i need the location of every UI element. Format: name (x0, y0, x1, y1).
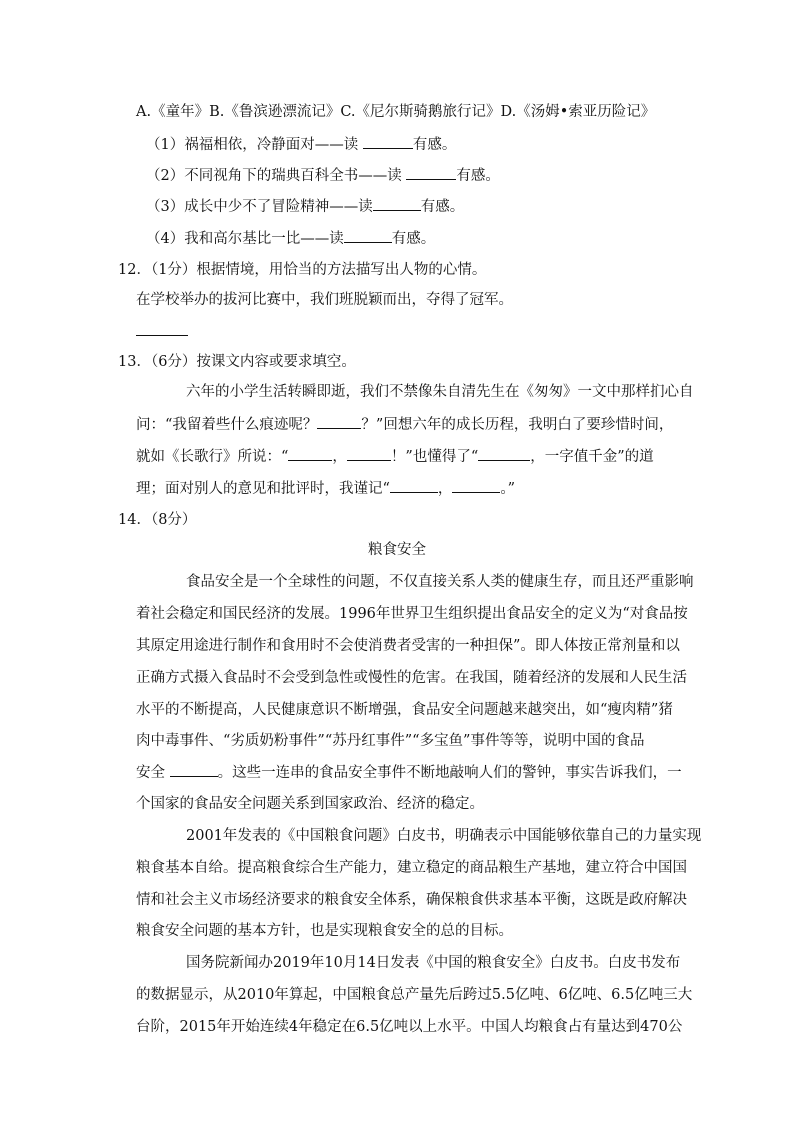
q12-answer-blank[interactable] (136, 335, 188, 336)
p1-line: 正确方式摄入食品时不会受到急性或慢性的危害。在我国，随着经济的发展和人民生活 (136, 670, 687, 686)
p1-line: 个国家的食品安全问题关系到国家政治、经济的稳定。 (136, 796, 484, 812)
answer-blank[interactable] (373, 196, 421, 211)
p1-line: 食品安全是一个全球性的问题，不仅直接关系人类的健康生存，而且还严重影响 (186, 574, 694, 590)
p3-line: 的数据显示，从2010年算起，中国粮食总产量先后跨过5.5亿吨、6亿吨、6.5亿吨三大 (136, 987, 693, 1003)
answer-blank[interactable] (452, 478, 500, 493)
answer-blank[interactable] (406, 165, 456, 180)
answer-blank[interactable] (288, 446, 332, 461)
p1-line: 着社会稳定和国民经济的发展。1996年世界卫生组织提出食品安全的定义为“对食品按 (136, 606, 688, 622)
p1-line: 其原定用途进行制作和食用时不会使消费者受害的一种担保”。即人体按正常剂量和以 (136, 638, 680, 654)
q12-context: 在学校举办的拔河比赛中，我们班脱颖而出，夺得了冠军。 (136, 292, 513, 308)
q13-line-2: 问：“我留着些什么痕迹呢？ ？”回想六年的成长历程，我明白了要珍惜时间， (136, 414, 673, 435)
p1-line: 肉中毒事件、“劣质奶粉事件”“苏丹红事件”“多宝鱼”事件等等，说明中国的食品 (136, 733, 645, 749)
p2-line: 粮食基本自给。提高粮食综合生产能力，建立稳定的商品粮生产基地，建立符合中国国 (136, 860, 687, 876)
answer-blank[interactable] (363, 134, 413, 149)
q11-item-4: （4）我和高尔基比一比——读 有感。 (146, 228, 435, 249)
q13-heading: 13．（6分）按课文内容或要求填空。 (118, 354, 356, 370)
answer-blank[interactable] (170, 762, 218, 777)
answer-blank[interactable] (344, 228, 392, 243)
q11-item-3: （3）成长中少不了冒险精神——读 有感。 (146, 196, 464, 217)
q11-item-2: （2）不同视角下的瑞典百科全书——读 有感。 (146, 165, 500, 186)
p2-line: 情和社会主义市场经济要求的粮食安全体系，确保粮食供求基本平衡，这既是政府解决 (136, 892, 687, 908)
p2-line: 粮食安全问题的基本方针，也是实现粮食安全的总的目标。 (136, 923, 513, 939)
q11-item-1: （1）祸福相依，冷静面对——读 有感。 (146, 134, 456, 155)
q13-line-3: 就如《长歌行》所说：“ ， ！”也懂得了“ ，一字值千金”的道 (136, 446, 654, 467)
p1-line: 水平的不断提高，人民健康意识不断增强，食品安全问题越来越突出，如“瘦肉精”猪 (136, 702, 673, 718)
q13-line-1: 六年的小学生活转瞬即逝，我们不禁像朱自清先生在《匆匆》一文中那样扪心自 (186, 384, 694, 400)
q14-heading: 14．（8分） (118, 512, 197, 528)
p3-line: 台阶，2015年开始连续4年稳定在6.5亿吨以上水平。中国人均粮食占有量达到470公 (136, 1019, 683, 1035)
passage-title: 粮食安全 (368, 542, 426, 558)
answer-blank[interactable] (390, 478, 438, 493)
q12-heading: 12．（1分）根据情境，用恰当的方法描写出人物的心情。 (118, 262, 487, 278)
q13-line-4: 理；面对别人的意见和批评时，我谨记“ ， 。” (136, 478, 515, 499)
answer-blank[interactable] (478, 446, 530, 461)
answer-blank[interactable] (347, 446, 391, 461)
q11-options: A.《童年》B.《鲁滨逊漂流记》C.《尼尔斯骑鹅旅行记》D.《汤姆•索亚历险记》 (136, 104, 656, 120)
answer-blank[interactable] (317, 414, 361, 429)
p1-line-blank: 安全 。这些一连串的食品安全事件不断地敲响人们的警钟，事实告诉我们，一 (136, 762, 682, 783)
p2-line: 2001年发表的《中国粮食问题》白皮书，明确表示中国能够依靠自己的力量实现 (186, 828, 702, 844)
p3-line: 国务院新闻办2019年10月14日发表《中国的粮食安全》白皮书。白皮书发布 (186, 955, 681, 971)
